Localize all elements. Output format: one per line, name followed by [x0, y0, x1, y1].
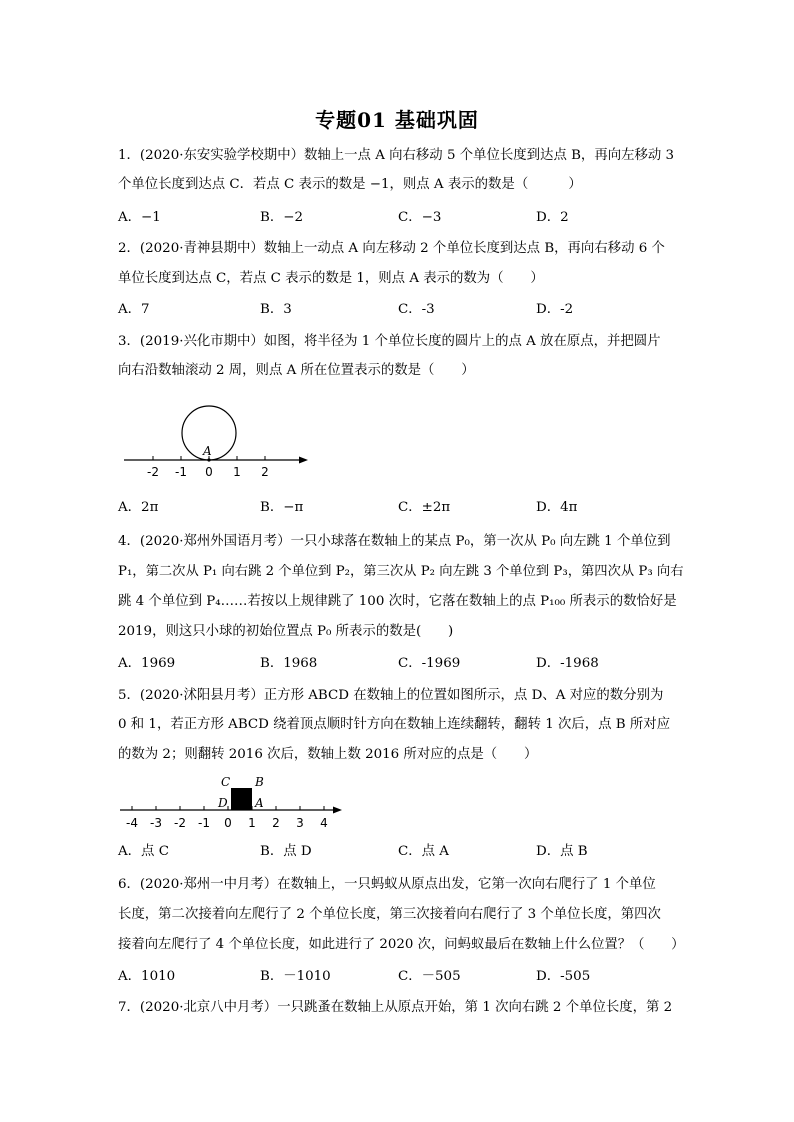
- q6-line-3: 接着向左爬行了 4 个单位长度，如此进行了 2020 次，问蚂蚁最后在数轴上什么位置？（ ）: [118, 937, 685, 952]
- tick-label: 1: [233, 465, 241, 479]
- q4-line-4: 2019，则这只小球的初始位置点 P₀ 所表示的数是( ): [118, 624, 454, 639]
- tick-label: 2: [272, 816, 280, 830]
- q1-line-2: 个单位长度到达点 C．若点 C 表示的数是 −1，则点 A 表示的数是（ ）: [118, 177, 582, 192]
- tick-label: -4: [126, 816, 138, 830]
- q5-line-3: 的数为 2；则翻转 2016 次后，数轴上数 2016 所对应的点是（ ）: [118, 747, 538, 762]
- q6-line-1: 6．(2020·郑州一中月考）在数轴上，一只蚂蚁从原点出发，它第一次向右爬行了 1 个单位: [118, 877, 656, 892]
- q6-option-d[interactable]: D．-505: [536, 969, 591, 984]
- q7-line-1: 7．(2020·北京八中月考）一只跳蚤在数轴上从原点开始，第 1 次向右跳 2 个单位长度，第 2: [118, 1000, 673, 1015]
- q3-option-d[interactable]: D．4π: [536, 500, 578, 515]
- q4-line-2: P₁，第二次从 P₁ 向右跳 2 个单位到 P₂，第三次从 P₂ 向左跳 3 个单位到 P₃，第四次从 P₃ 向右: [118, 564, 684, 579]
- tick-label: -3: [150, 816, 162, 830]
- q1-line-1: 1．(2020·东安实验学校期中）数轴上一点 A 向右移动 5 个单位长度到达点 B，再向左移动 3: [118, 148, 675, 163]
- q3-line-1: 3．(2019·兴化市期中）如图，将半径为 1 个单位长度的圆片上的点 A 放在原点，并把圆片: [118, 334, 661, 349]
- q4-option-c[interactable]: C．-1969: [398, 656, 461, 671]
- q3-option-c[interactable]: C．±2π: [398, 500, 451, 515]
- point-a-marker: [207, 458, 210, 461]
- vertex-a-label: A: [255, 796, 264, 810]
- tick-label: -1: [198, 816, 210, 830]
- q2-line-1: 2．(2020·青神县期中）数轴上一动点 A 向左移动 2 个单位长度到达点 B，再向右移动 6 个: [118, 241, 665, 256]
- vertex-d-label: D: [218, 796, 228, 810]
- tick-label: 2: [261, 465, 269, 479]
- point-a-label: A: [203, 444, 212, 458]
- q2-line-2: 单位长度到达点 C，若点 C 表示的数是 1，则点 A 表示的数为（ ）: [118, 271, 544, 286]
- tick-label: -2: [147, 465, 159, 479]
- q5-option-c[interactable]: C．点 A: [398, 844, 449, 859]
- tick-label: 0: [224, 816, 232, 830]
- q5-option-a[interactable]: A．点 C: [118, 844, 169, 859]
- q6-line-2: 长度，第二次接着向左爬行了 2 个单位长度，第三次接着向右爬行了 3 个单位长度，第四次: [118, 907, 661, 922]
- q1-option-c[interactable]: C．−3: [398, 210, 442, 225]
- q6-option-a[interactable]: A．1010: [118, 969, 176, 984]
- q2-option-c[interactable]: C．-3: [398, 302, 435, 317]
- q4-line-3: 跳 4 个单位到 P₄……若按以上规律跳了 100 次时，它落在数轴上的点 P₁₀₀ 所表示的数恰好是: [118, 594, 677, 609]
- q2-option-b[interactable]: B．3: [260, 302, 292, 317]
- q6-option-c[interactable]: C．－505: [398, 969, 461, 984]
- q3-option-a[interactable]: A．2π: [118, 500, 159, 515]
- q1-option-d[interactable]: D．2: [536, 210, 569, 225]
- q1-option-a[interactable]: A．−1: [118, 210, 161, 225]
- page-title: 专题01 基础巩固: [315, 108, 479, 132]
- square-abcd: [231, 788, 252, 810]
- tick-label: -2: [174, 816, 186, 830]
- q3-figure-circle-number-line: [118, 400, 318, 480]
- tick-label: 3: [296, 816, 304, 830]
- q4-option-a[interactable]: A．1969: [118, 656, 176, 671]
- q4-option-d[interactable]: D．-1968: [536, 656, 599, 671]
- axis-arrow-icon: [333, 807, 342, 814]
- q2-option-a[interactable]: A．7: [118, 302, 150, 317]
- q4-option-b[interactable]: B．1968: [260, 656, 318, 671]
- q3-line-2: 向右沿数轴滚动 2 周，则点 A 所在位置表示的数是（ ）: [118, 363, 475, 378]
- vertex-b-label: B: [255, 775, 264, 789]
- tick-label: 1: [248, 816, 256, 830]
- vertex-c-label: C: [221, 775, 231, 789]
- tick-label: 4: [320, 816, 328, 830]
- q6-option-b[interactable]: B．－1010: [260, 969, 331, 984]
- tick-label: -1: [175, 465, 187, 479]
- q5-option-d[interactable]: D．点 B: [536, 844, 588, 859]
- q5-figure-square-number-line: [118, 774, 354, 832]
- q2-option-d[interactable]: D．-2: [536, 302, 574, 317]
- q5-line-2: 0 和 1，若正方形 ABCD 绕着顶点顺时针方向在数轴上连续翻转，翻转 1 次后，点 B 所对应: [118, 717, 671, 732]
- tick-label: 0: [205, 465, 213, 479]
- q5-option-b[interactable]: B．点 D: [260, 844, 312, 859]
- axis-arrow-icon: [299, 457, 308, 464]
- q1-option-b[interactable]: B．−2: [260, 210, 303, 225]
- q3-option-b[interactable]: B．−π: [260, 500, 304, 515]
- q4-line-1: 4．(2020·郑州外国语月考）一只小球落在数轴上的某点 P₀，第一次从 P₀ 向左跳 1 个单位到: [118, 534, 671, 549]
- q5-line-1: 5．(2020·沭阳县月考）正方形 ABCD 在数轴上的位置如图所示，点 D、A 对应的数分别为: [118, 688, 664, 703]
